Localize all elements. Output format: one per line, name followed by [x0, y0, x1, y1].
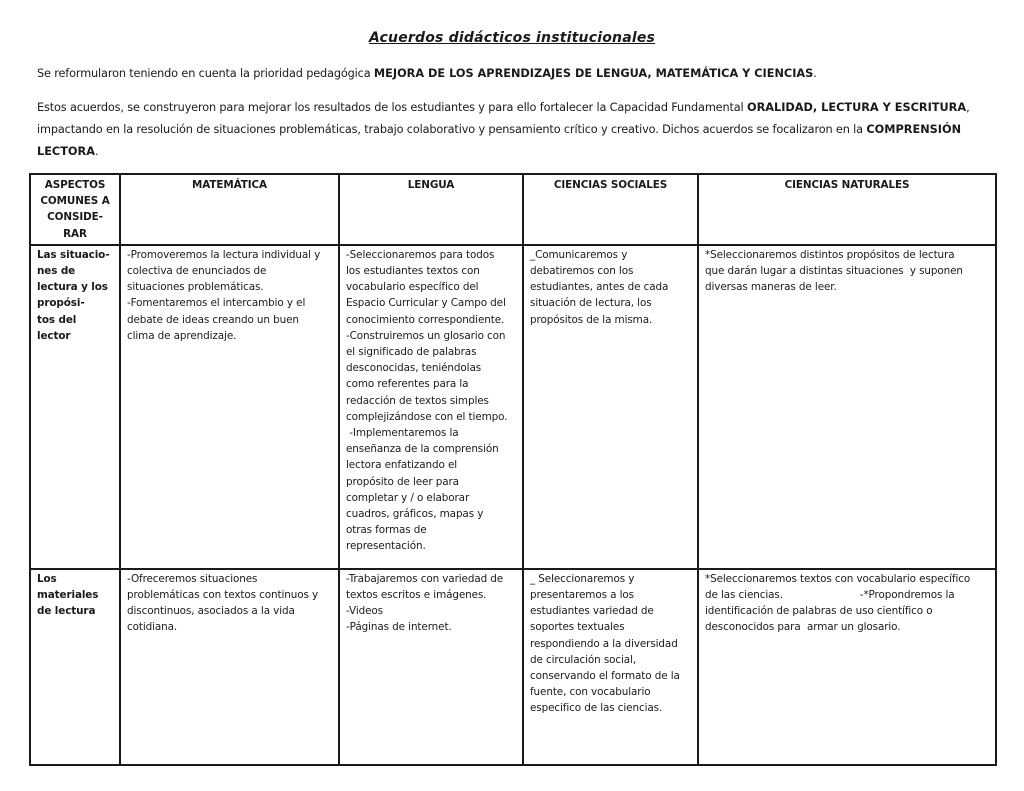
cell-line: diversas maneras de leer.: [705, 281, 837, 294]
cell-line: -Fomentaremos el intercambio y el: [127, 297, 306, 310]
cell-line: de lectura: [37, 605, 96, 618]
cell-line: los estudiantes textos con: [346, 265, 480, 278]
cell-line: -Promoveremos la lectura individual y: [127, 248, 321, 261]
cell-line: presentaremos a los: [530, 589, 634, 602]
cell-line: debate de ideas creando un buen: [127, 313, 299, 326]
cell-line: conservando el formato de la: [530, 670, 680, 683]
cell-line: textos escritos e imágenes.: [346, 589, 487, 602]
cell-line: desconocidas, teniéndolas: [346, 362, 482, 375]
agreements-text-1: Estos acuerdos, se construyeron para mejorar los resultados de los estudiantes y para ello fortalecer la Capacidad Fundamental: [37, 101, 747, 114]
cell-line: -Videos: [346, 605, 383, 618]
table-row: [30, 569, 996, 765]
agreements-table: [29, 173, 997, 766]
cell-line: respondiendo a la diversidad: [530, 637, 678, 650]
cell-line: debatiremos con los: [530, 265, 634, 278]
header-matematica: MATEMÁTICA: [120, 174, 339, 245]
cell-line: lector: [37, 329, 71, 342]
cell-line: Las situacio-: [37, 248, 110, 261]
cell-line: -Seleccionaremos para todos: [346, 248, 495, 261]
table-header-row: [30, 174, 996, 245]
cell-line: _Comunicaremos y: [530, 248, 628, 261]
agreements-end: .: [94, 145, 99, 158]
cell-line: *Seleccionaremos textos con vocabulario específico: [705, 572, 971, 585]
cell-line: de circulación social,: [530, 653, 637, 666]
cell-line: Los: [37, 572, 57, 585]
cell-line: vocabulario específico del: [346, 281, 479, 294]
row-aspect: [30, 569, 120, 765]
cell-lengua: [339, 569, 523, 765]
header-aspectos: ASPECTOS COMUNES A CONSIDE- RAR: [30, 174, 120, 245]
cell-matematica: [120, 569, 339, 765]
agreements-text-2: , impactando en la resolución de situaciones problemáticas, trabajo colaborativo y pensamiento crítico y creativo. Dichos acuerdos se focalizaron en la: [37, 101, 970, 136]
cell-lengua: [339, 245, 523, 569]
cell-line: propósitos de la misma.: [530, 313, 653, 326]
document-title: Acuerdos didácticos institucionales: [368, 30, 656, 46]
cell-line: redacción de textos simples: [346, 394, 489, 407]
header-ciencias-sociales: CIENCIAS SOCIALES: [523, 174, 698, 245]
cell-line: *Seleccionaremos distintos propósitos de lectura: [705, 248, 955, 261]
cell-line: completar y / o elaborar: [346, 491, 470, 504]
cell-line: lectora enfatizando el: [346, 459, 458, 472]
cell-line: Espacio Curricular y Campo del: [346, 297, 506, 310]
header-lengua: LENGUA: [339, 174, 523, 245]
cell-ciencias-naturales: [698, 245, 996, 569]
cell-line: cuadros, gráficos, mapas y: [346, 508, 484, 521]
cell-line: que darán lugar a distintas situaciones y suponen: [705, 265, 963, 278]
cell-line: estudiantes, antes de cada: [530, 281, 669, 294]
cell-line: cotidiana.: [127, 621, 178, 634]
intro-priority: MEJORA DE LOS APRENDIZAJES DE LENGUA, MATEMÁTICA Y CIENCIAS: [373, 67, 814, 80]
cell-line: como referentes para la: [346, 378, 469, 391]
cell-line: -Construiremos un glosario con: [346, 329, 506, 342]
cell-line: otras formas de: [346, 524, 427, 537]
intro-text: Se reformularon teniendo en cuenta la prioridad pedagógica: [37, 67, 374, 80]
cell-line: -Páginas de internet.: [346, 621, 452, 634]
cell-line: fuente, con vocabulario: [530, 686, 651, 699]
cell-ciencias-sociales: [523, 569, 698, 765]
header-ciencias-naturales: CIENCIAS NATURALES: [698, 174, 996, 245]
cell-line: colectiva de enunciados de: [127, 265, 267, 278]
cell-line: conocimiento correspondiente.: [346, 313, 505, 326]
agreements-focus: COMPRENSIÓN LECTORA: [37, 123, 962, 158]
cell-line: problemáticas con textos continuos y: [127, 589, 319, 602]
cell-matematica: [120, 245, 339, 569]
cell-line: lectura y los: [37, 281, 108, 294]
cell-line: -Trabajaremos con variedad de: [346, 572, 504, 585]
cell-line: _ Seleccionaremos y: [530, 572, 635, 585]
cell-ciencias-naturales: [698, 569, 996, 765]
cell-line: clima de aprendizaje.: [127, 329, 237, 342]
cell-line: el significado de palabras: [346, 346, 477, 359]
cell-line: especifico de las ciencias.: [530, 702, 663, 715]
cell-line: nes de: [37, 265, 76, 278]
cell-line: situación de lectura, los: [530, 297, 652, 310]
cell-line: situaciones problemáticas.: [127, 281, 264, 294]
cell-line: representación.: [346, 540, 426, 553]
cell-line: -Implementaremos la: [346, 427, 459, 440]
cell-line: de las ciencias. -*Propondremos la: [705, 589, 955, 602]
agreements-capacity: ORALIDAD, LECTURA Y ESCRITURA: [746, 101, 967, 114]
cell-line: discontinuos, asociados a la vida: [127, 605, 295, 618]
cell-line: desconocidos para armar un glosario.: [705, 621, 901, 634]
cell-line: identificación de palabras de uso científico o: [705, 605, 933, 618]
row-aspect: [30, 245, 120, 569]
cell-line: complejizándose con el tiempo.: [346, 410, 508, 423]
cell-line: propósi-: [37, 297, 85, 310]
cell-ciencias-sociales: [523, 245, 698, 569]
cell-line: materiales: [37, 589, 99, 602]
intro-paragraph: [37, 63, 1004, 85]
cell-line: enseñanza de la comprensión: [346, 443, 499, 456]
cell-line: -Ofreceremos situaciones: [127, 572, 258, 585]
cell-line: propósito de leer para: [346, 475, 459, 488]
table-row: [30, 245, 996, 569]
agreements-paragraph: [37, 97, 1004, 163]
intro-end: .: [813, 67, 817, 80]
cell-line: estudiantes variedad de: [530, 605, 654, 618]
cell-line: soportes textuales: [530, 621, 625, 634]
cell-line: tos del: [37, 313, 77, 326]
